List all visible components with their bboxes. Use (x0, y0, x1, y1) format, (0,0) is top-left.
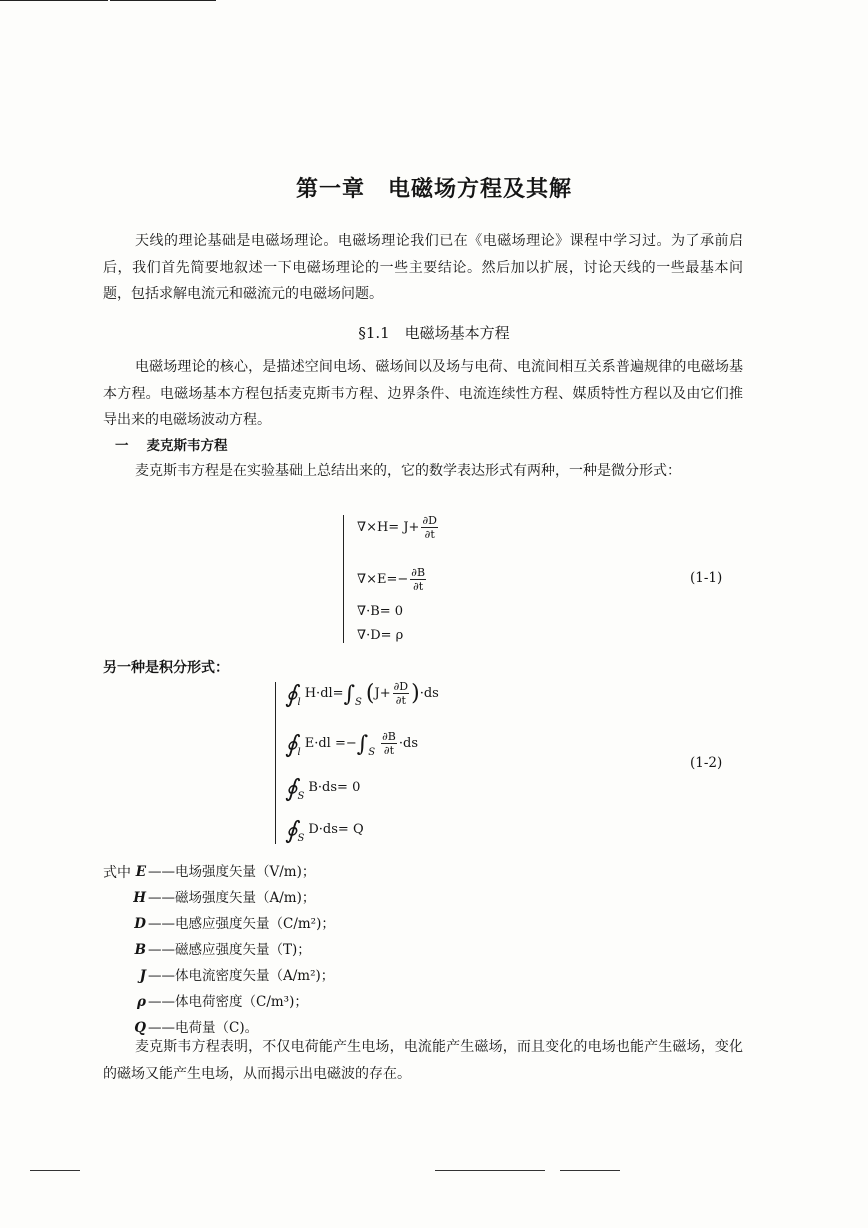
subsection-number: 一 (115, 438, 129, 454)
section-paragraph: 电磁场理论的核心，是描述空间电场、磁场间以及场与电荷、电流间相互关系普遍规律的电磁场基本方程。电磁场基本方程包括麦克斯韦方程、边界条件、电流连续性方程、媒质特性方程以及由它们推导出来的电磁场波动方程。 (103, 359, 743, 428)
section-heading: §1.1 电磁场基本方程 (358, 324, 510, 342)
equation-brace (275, 682, 276, 844)
int-eq-ampere: $∮_lH\cdot dl=\int_S$ (J+ $\frac{\partial D}{\partial t}$ )·ds (285, 680, 439, 708)
diff-eq-div-d: ∇·D= ρ (357, 628, 404, 643)
scan-edge-line (30, 1170, 80, 1171)
subsection-title: 麦克斯韦方程 (146, 438, 228, 454)
equation-number: (1-1) (690, 570, 723, 586)
int-eq-faraday: $∮_lE\cdot dl =-\int_S$ $\frac{\partial B}{\partial t}$ ·ds (285, 730, 418, 758)
integral-intro: 另一种是积分形式： (103, 660, 229, 676)
intro-paragraph: 天线的理论基础是电磁场理论。电磁场理论我们已在《电磁场理论》课程中学习过。为了承前启后，我们首先简要地叙述一下电磁场理论的一些主要结论。然后加以扩展，讨论天线的一些最基本问题，包括求解电流元和磁流元的电磁场问题。 (103, 233, 743, 302)
scan-edge-line (435, 1170, 545, 1171)
scan-edge-line (560, 1170, 620, 1171)
chapter-title: 第一章 电磁场方程及其解 (295, 177, 572, 202)
int-eq-gauss-b: $∮_SB\cdot ds= 0$ (285, 774, 361, 802)
diff-eq-curl-h: ∇×H= J+ $\frac{\partial D}{\partial t}$ (357, 514, 437, 541)
subsection-heading (115, 434, 246, 454)
where-label: 式中 (103, 865, 131, 881)
diff-eq-curl-e: ∇×E=− $\frac{\partial B}{\partial t}$ (357, 566, 426, 593)
closing-paragraph: 麦克斯韦方程表明，不仅电荷能产生电场，电流能产生磁场，而且变化的电场也能产生磁场，变化的磁场又能产生电场，从而揭示出电磁波的存在。 (103, 1039, 743, 1082)
equation-number: (1-2) (690, 755, 723, 771)
equation-brace (343, 515, 344, 643)
scan-edge-line (110, 0, 216, 1)
maxwell-intro: 麦克斯韦方程是在实验基础上总结出来的，它的数学表达形式有两种，一种是微分形式： (135, 463, 681, 479)
int-eq-gauss-d: $∮_SD\cdot ds= Q$ (285, 816, 364, 844)
diff-eq-div-b: ∇·B= 0 (357, 604, 404, 619)
scan-edge-line (0, 0, 108, 1)
